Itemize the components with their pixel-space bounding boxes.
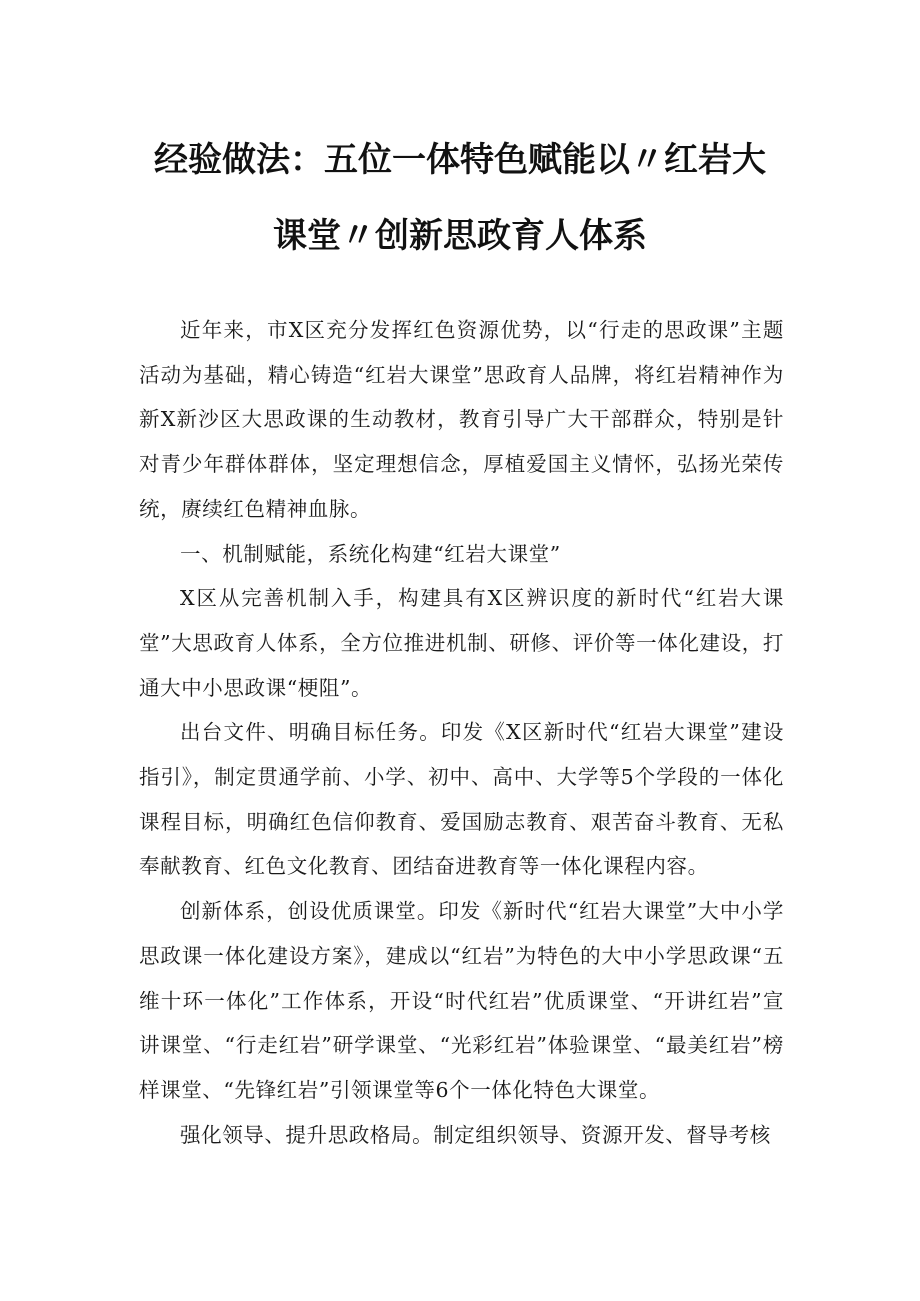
section-heading-1: 一、机制赋能，系统化构建“红岩大课堂” bbox=[180, 541, 561, 566]
document-title-line-2: 课堂〃创新思政育人体系 bbox=[273, 216, 647, 256]
paragraph-leadership: 强化领导、提升思政格局。制定组织领导、资源开发、督导考核 bbox=[180, 1122, 771, 1147]
paragraph-intro: 近年来，市X区充分发挥红色资源优势，以“行走的思政课”主题活动为基础，精心铸造“红岩大课堂”思政育人品牌，将红岩精神作为新X新沙区大思政课的生动教材，教育引导广大干部群众，特别是针对青少年群体群体，坚定理想信念，厚植爱国主义情怀，弘扬光荣传统，赓续红色精神血脉。 bbox=[139, 318, 784, 521]
paragraph-mechanism: X区从完善机制入手，构建具有X区辨识度的新时代“红岩大课堂”大思政育人体系，全方位推进机制、研修、评价等一体化建设，打通大中小思政课“梗阻”。 bbox=[139, 586, 784, 700]
paragraph-documents: 出台文件、明确目标任务。印发《X区新时代“红岩大课堂”建设指引》，制定贯通学前、小学、初中、高中、大学等5个学段的一体化课程目标，明确红色信仰教育、爱国励志教育、艰苦奋斗教育、无私奉献教育、红色文化教育、团结奋进教育等一体化课程内容。 bbox=[139, 720, 784, 879]
document-title-line-1: 经验做法：五位一体特色赋能以〃红岩大 bbox=[154, 140, 766, 180]
paragraph-system: 创新体系，创设优质课堂。印发《新时代“红岩大课堂”大中小学思政课一体化建设方案》，建成以“红岩”为特色的大中小学思政课“五维十环一体化”工作体系，开设“时代红岩”优质课堂、“开讲红岩”宣讲课堂、“行走红岩”研学课堂、“光彩红岩”体验课堂、“最美红岩”榜样课堂、“先锋红岩”引领课堂等6个一体化特色大课堂。 bbox=[139, 899, 784, 1102]
document-body bbox=[139, 308, 784, 1157]
